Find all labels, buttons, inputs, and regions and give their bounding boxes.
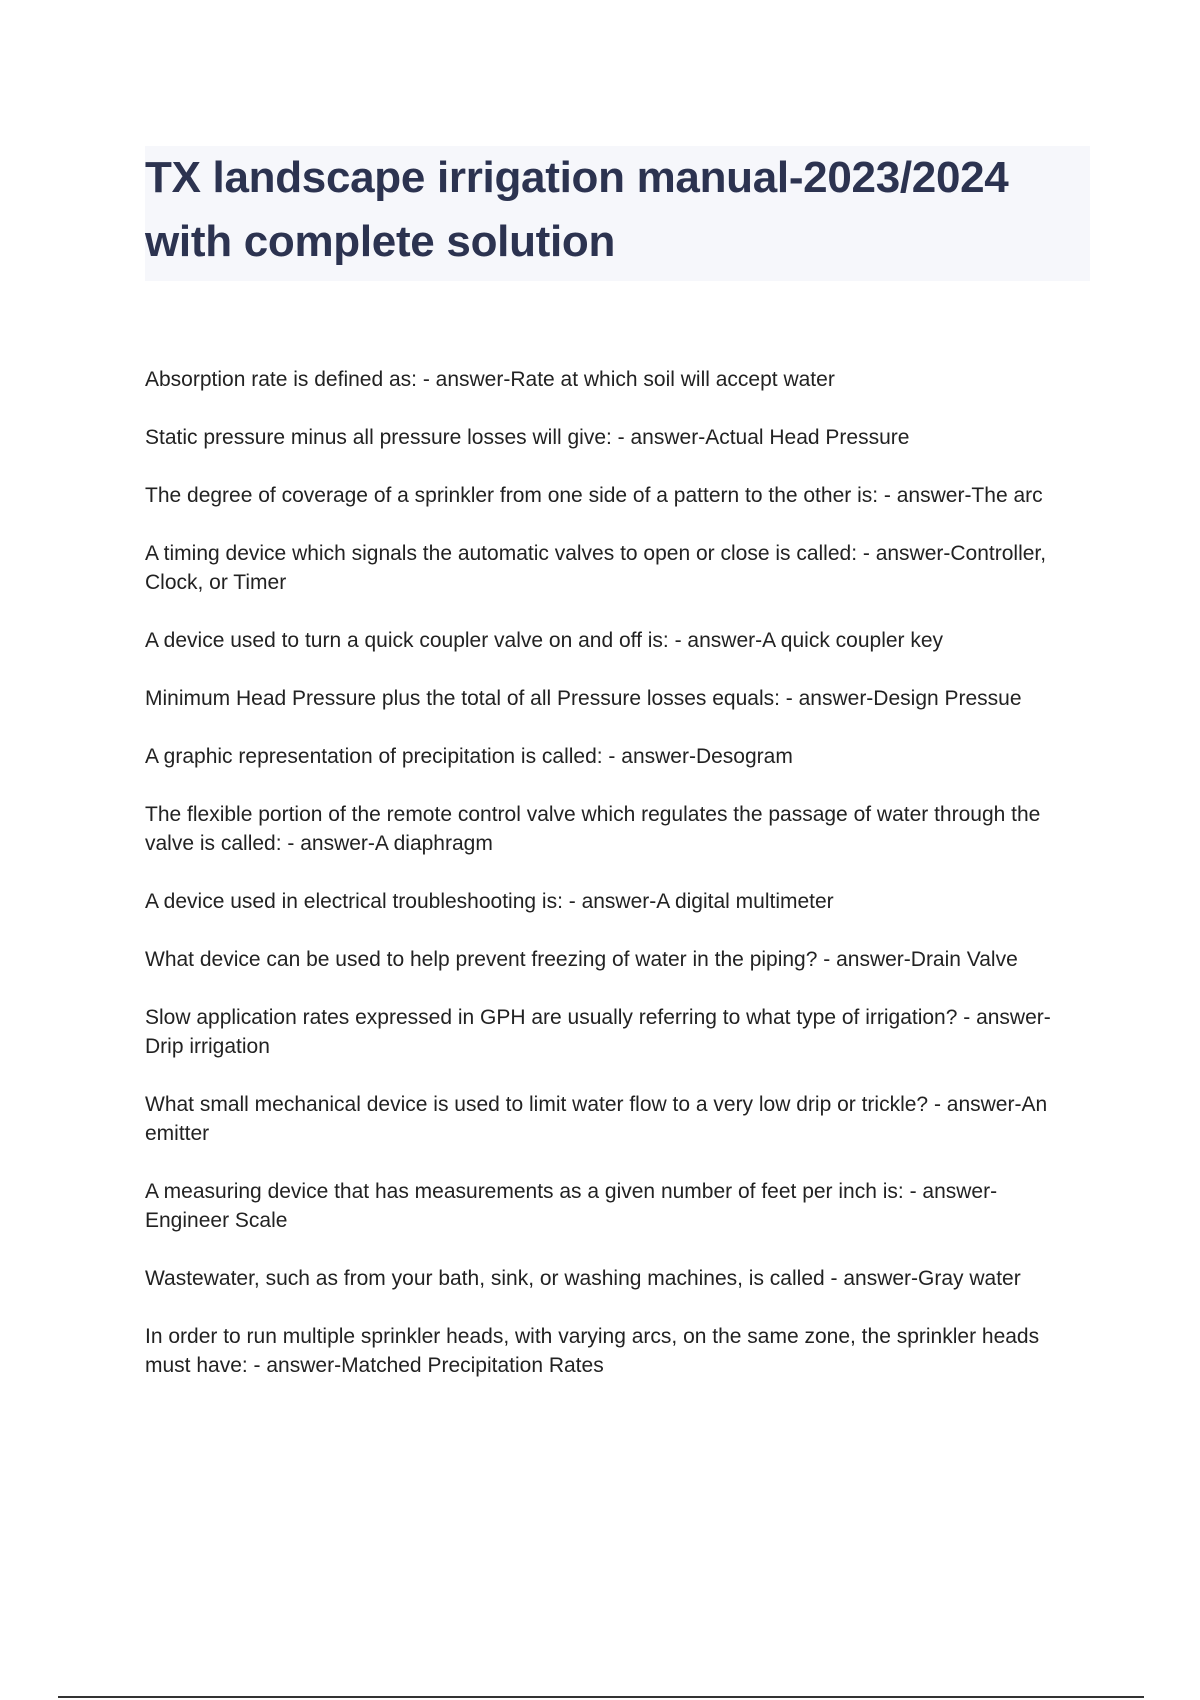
qa-item: What device can be used to help prevent freezing of water in the piping? - answer-Drain Valve xyxy=(145,948,1018,971)
qa-item: What small mechanical device is used to limit water flow to a very low drip or trickle? - answer-An emitter xyxy=(145,1093,1048,1145)
qa-item: A measuring device that has measurements as a given number of feet per inch is: - answer-Engineer Scale xyxy=(145,1180,998,1232)
qa-item: A graphic representation of precipitation is called: - answer-Desogram xyxy=(145,745,793,768)
qa-list xyxy=(145,365,1080,1409)
qa-item: Slow application rates expressed in GPH are usually referring to what type of irrigation? - answer-Drip irrigation xyxy=(145,1006,1051,1058)
qa-item: A device used to turn a quick coupler valve on and off is: - answer-A quick coupler key xyxy=(145,629,944,652)
qa-item: The flexible portion of the remote control valve which regulates the passage of water through the valve is called: - answer-A diaphragm xyxy=(145,803,1041,855)
qa-item: In order to run multiple sprinkler heads, with varying arcs, on the same zone, the sprinkler heads must have: - answer-Matched Precipitation Rates xyxy=(145,1325,1040,1377)
qa-item: Wastewater, such as from your bath, sink, or washing machines, is called - answer-Gray water xyxy=(145,1267,1021,1290)
title-banner xyxy=(145,146,1090,281)
qa-item: Minimum Head Pressure plus the total of all Pressure losses equals: - answer-Design Pressue xyxy=(145,687,1022,710)
document-title: TX landscape irrigation manual-2023/2024 with complete solution xyxy=(145,153,1009,266)
qa-item: A device used in electrical troubleshooting is: - answer-A digital multimeter xyxy=(145,890,834,913)
qa-item: A timing device which signals the automatic valves to open or close is called: - answer-Controller, Clock, or Timer xyxy=(145,542,1047,594)
qa-item: Static pressure minus all pressure losses will give: - answer-Actual Head Pressure xyxy=(145,426,910,449)
qa-item: Absorption rate is defined as: - answer-Rate at which soil will accept water xyxy=(145,368,835,391)
qa-item: The degree of coverage of a sprinkler from one side of a pattern to the other is: - answer-The arc xyxy=(145,484,1043,507)
footer-divider xyxy=(58,1696,1144,1698)
